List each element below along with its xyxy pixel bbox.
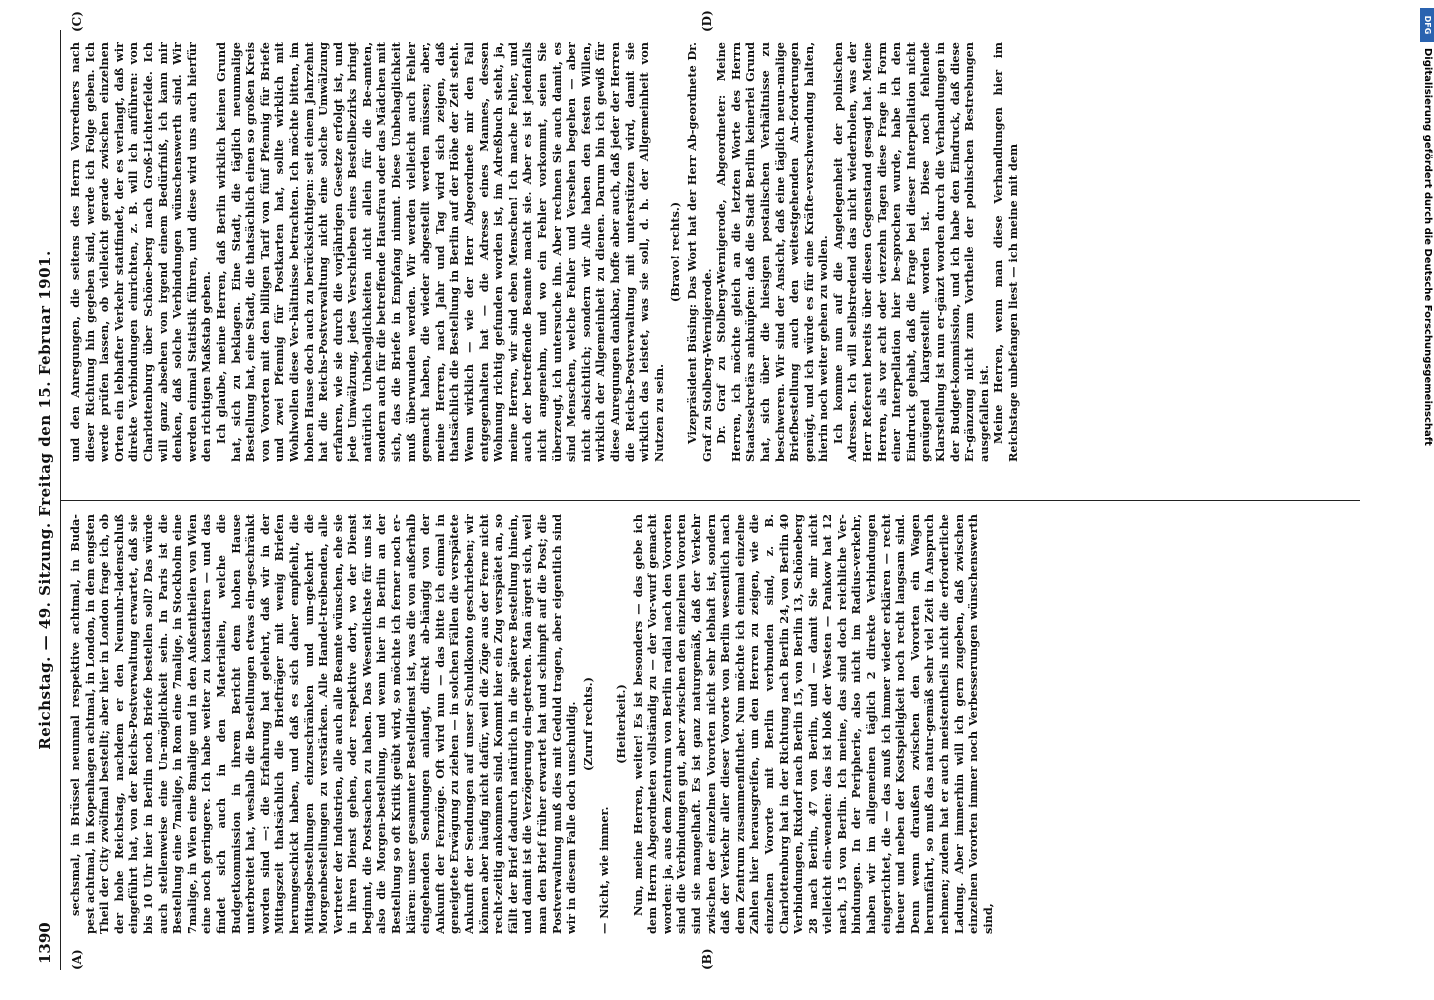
interjection: (Zuruf rechts.) [580, 677, 595, 771]
margin-marker-b: (B) [700, 948, 714, 970]
column-divider [60, 500, 1360, 501]
paragraph: und den Anregungen, die seitens des Herrn Vorredners nach dieser Richtung hin gegeben sind, werde ich Folge geben. Ich werde prüfen lassen, ob vielleicht gerade zwischen einzelnen Orten ein lebhafter Verkehr stattfindet, der es verlangt, daß wir direkte Verbindungen einrichten, z. B. will ich anführen: von Charlottenburg über Schöne-berg nach Groß-Lichterfelde. Ich will ganz absehen von irgend einem Bedürfniß, ich kann mir denken, daß solche Verbindungen wünschenswerth sind. Wir werden einmal Statistik führen, und diese wird uns auch hierfür den richtigen Maßstab geben. [68, 42, 214, 462]
margin-marker-c: (C) [70, 11, 84, 32]
paragraph: Meine Herren, wenn man diese Verhandlungen hier im Reichstage unbefangen liest — ich meine mit dem [991, 42, 1020, 462]
paragraph: Nun, meine Herren, weiter! Es ist besonders — das gebe ich dem Herrn Abgeordneten vollständig zu — der Vor-wurf gemacht worden: ja, aus dem Zentrum von Berlin radial nach den Vororten sind die Verbindungen gut, aber zwischen den einzelnen Vororten sind sie mangelhaft. Es ist ganz naturgemäß, daß der Verkehr zwischen der einzelnen Vororten nicht sehr lebhaft ist, sondern daß der Verkehr aller dieser Vororte von Berlin wesentlich nach dem Zentrum zusammenfluthet. Nun möchte ich einmal einzelne Zahlen hier herausgreifen, um den Herren zu zeigen, wie die einzelnen Vororte mit Berlin verbunden sind, z. B. Charlottenburg hat in der Richtung nach Berlin 24, von Berlin 40 Verbindungen, Rixdorf nach Berlin 15, von Berlin 13, Schöneberg 28 nach Berlin, 47 von Berlin, und — damit Sie mir nicht vielleicht ein-wenden: das ist bloß der Westen — Pankow hat 12 nach, 15 von Berlin. Ich meine, das sind doch reichliche Ver-bindungen. In der Peripherie, also nicht im Radius-verkehr, haben wir im allgemeinen täglich 2 direkte Verbindungen eingerichtet, die — das muß ich immer wieder erklären — recht theuer und neben der Kostspieligkeit noch recht langsam sind. Denn wenn draußen zwischen den Vororten ein Wagen herumfährt, so muß das natur-gemäß sehr viel Zeit in Anspruch nehmen; zudem hat er auch meistentheils nicht die erforderliche Ladung. Aber immerhin will ich gern zugeben, daß zwischen einzelnen Vororten immer noch Verbesserungen wünschenswerth sind, [630, 514, 995, 934]
page-header [22, 0, 62, 1000]
speaker-announcement: Vizepräsident Büsing: Das Wort hat der Herr Ab-geordnete Dr. Graf zu Stolberg-Wernigerode. [684, 42, 714, 462]
paragraph: Dr. Graf zu Stolberg-Wernigerode, Abgeordneter: Meine Herren, ich möchte gleich an die letzten Worte des Herrn Staatssekretärs anknüpfen: daß die Stadt Berlin keinerlei Grund hat, sich über die hiesigen postalischen Verhältnisse zu beschweren. Wir sind der Ansicht, daß eine täglich neun-malige Briefbestellung auch den weitestgehenden An-forderungen genügt, und ich würde es für eine Kräfte-verschwendung halten, hierin noch weiter gehen zu wollen. [714, 42, 831, 462]
interjection: (Heiterkeit.) [613, 684, 628, 764]
running-title: Reichstag. — 49. Sitzung. Freitag den 15. Februar 1901. [36, 250, 54, 750]
dfg-badge-text: DFG [1423, 15, 1432, 35]
margin-marker-a: (A) [70, 949, 84, 970]
digitization-credit [1418, 4, 1434, 996]
margin-marker-d: (D) [700, 10, 714, 32]
right-column [68, 42, 1358, 462]
paragraph: Ich komme nun auf die Angelegenheit der polnischen Adressen. Ich will selbstredend das nicht wiederholen, was der Herr Referent bereits über diesen Gegenstand gesagt hat. Meine Herren, als vor acht oder vierzehn Tagen diese Frage in Form einer Interpellation hier be-sprochen wurde, habe ich den Eindruck gehabt, daß die Frage bei dieser Interpellation nicht genügend klargestellt worden ist. Diese noch fehlende Klarstellung ist nun er-gänzt worden durch die Verhandlungen in der Budget-kommission, und ich habe den Eindruck, daß diese Er-gänzung nicht zum Vortheile der polnischen Bestrebungen ausgefallen ist. [830, 42, 991, 462]
left-column [68, 514, 1358, 934]
page-number: 1390 [36, 922, 54, 964]
paragraph: — Nicht, wie immer. [597, 806, 612, 934]
paragraph: Ich glaube, meine Herren, daß Berlin wirklich keinen Grund hat, sich zu beklagen. Eine Stadt, die täglich neunmalige Bestellung hat, eine Stadt, die thatsächlich einen so großen Kreis von Vororten mit den billigen Tarif von fünf Pfennig für Briefe und zwei Pfennig für Postkarten hat, sollte wirklich mit Wohlwollen diese Ver-hältnisse betrachten. Ich möchte bitten, im hohen Hause doch auch zu berücksichtigen: seit einem Jahrzehnt hat die Reichs-Postverwaltung nicht eine solche Umwälzung erfahren, wie sie durch die vorjährigen Gesetze erfolgt ist, und jede Umwälzung, jedes Verschieben eines Bestellbezirks bringt natürlich Unbehaglichkeiten nicht allein für die Be-amten, sondern auch für die betreffende Hausfrau oder das Mädchen mit sich, das die Briefe in Empfang nimmt. Diese Unbehaglichkeit muß überwunden werden. Wir werden vielleicht auch Fehler gemacht haben, die wieder abgestellt werden müssen; aber, meine Herren, nach Jahr und Tag wird sich zeigen, daß thatsächlich die Bestellung in Berlin auf der Höhe der Zeit steht. Wenn wirklich — wie der Herr Abgeordnete mir den Fall entgegenhalten hat — die Adresse eines Mannes, dessen Wohnung richtig gefunden worden ist, im Adreßbuch steht, ja, meine Herren, wir sind eben Menschen! Ich mache Fehler, und auch der betreffende Beamte macht sie. Aber es ist jedenfalls nicht angenehm, und wo ein Fehler vorkommt, seien Sie überzeugt, ich untersuche ihn. Aber rechnen Sie auch damit, es sind Menschen, welche Fehler und Versehen begehen — aber nicht absichtlich; sondern wir Alle haben den festen Willen, wirklich der Allgemeinheit zu dienen. Darum bin ich gewiß für diese Anregungen dankbar, hoffe aber auch, daß jeder der Herren die Reichs-Postverwaltung mit unterstützen wird, damit sie wirklich das leistet, was sie soll, d. h. der Allgemeinheit von Nutzen zu sein. [213, 42, 666, 462]
interjection: (Bravo! rechts.) [668, 201, 683, 303]
paragraph: sechsmal, in Brüssel neunmal respektive achtmal, in Buda-pest achtmal, in Kopenhagen achtmal, in London, in dem engsten Theil der City zwölfmal bestellt; aber hier in London frage ich, ob der hohe Reichstag, nachdem er den Neunuhr-ladenschluß eingeführt hat, von der Reichs-Postverwaltung erwartet, daß sie bis 10 Uhr hier in Berlin noch Briefe bestellen soll? Das würde auch stellenweise eine Un-möglichkeit sein. In Paris ist die Bestellung eine 7malige, in Rom eine 7malige, in Stockholm eine 7malige, in Wien eine 8malige und in den Außentheilen von Wien eine noch geringere. Ich habe weiter zu konstatiren — und das findet sich auch in den Materialien, welche die Budgetkommission in ihrem Bericht dem hohen Hause unterbreitet hat, weshalb die Bestellungen etwas ein-geschränkt worden sind —: die Erfahrung hat gelehrt, daß wir in der Mittagszeit thatsächlich die Briefträger mit wenig Briefen herumgeschickt haben, und daß es sich daher empfiehlt, die Mittagsbestellungen einzuschränken und um-gekehrt die Morgenbestellungen zu verstärken. Alle Handel-treibenden, alle Vertreter der Industrien, alle auch alle Beamte wünschen, ehe sie in ihren Dienst gehen, oder respektive dort, wo der Dienst beginnt, die Postsachen zu haben. Das Wesentlichste für uns ist also die Morgen-bestellung, und wenn hier in Berlin an der Bestellung so oft Kritik geübt wird, so möchte ich ferner noch er-klären: unser gesammter Bestelldienst ist, was die von außerhalb eingehenden Sendungen anlangt, direkt ab-hängig von der Ankunft der Fernzüge. Oft wird nun — das bitte ich einmal in geneigtete Erwägung zu ziehen — in solchen Fällen die verspätete Ankunft der Sendungen auf unser Schuldkonto geschrieben; wir können aber häufig nicht dafür, weil die Züge aus der Ferne nicht recht-zeitig ankommen sind. Kommt hier ein Zug verspätet an, so fällt der Brief dadurch natürlich in die spätere Bestellung hinein, und damit ist die Verzögerung ein-getreten. Man ärgert sich, weil man den Brief früher erwartet hat und schimpft auf die Post; die Postverwaltung muß dies mit Geduld tragen, aber eigentlich sind wir in diesem Falle doch unschuldig. [68, 514, 579, 934]
credit-text: Digitalisierung gefördert durch die Deutsche Forschungsgemeinschaft [1422, 48, 1433, 446]
dfg-logo-icon [1420, 8, 1434, 42]
